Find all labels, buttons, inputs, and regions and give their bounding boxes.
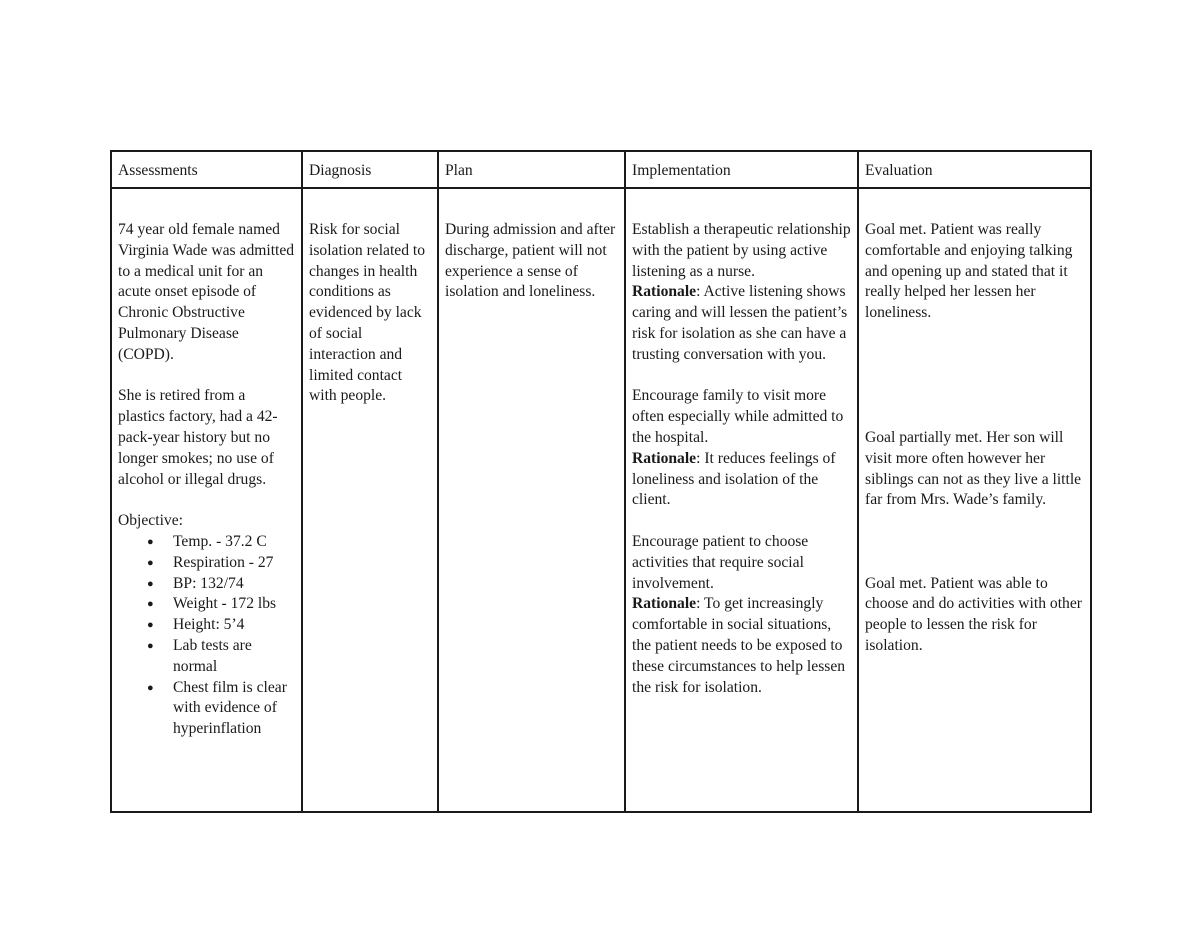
bullet-icon: ● bbox=[147, 681, 154, 694]
list-item: ● Respiration - 27 bbox=[173, 553, 295, 574]
implementation-rationale bbox=[632, 449, 851, 511]
evaluation-item: Goal partially met. Her son will visit more often however her siblings can not as they live a little far from Mrs. Wade’s family. bbox=[865, 429, 1082, 509]
list-item: ● BP: 132/74 bbox=[173, 574, 295, 595]
bullet-icon: ● bbox=[147, 577, 154, 590]
implementation-rationale bbox=[632, 594, 851, 698]
implementation-action: Establish a therapeutic relationship with the patient by using active listening as a nurse. bbox=[632, 221, 851, 280]
diagnosis-cell bbox=[302, 188, 438, 812]
rationale-text: : It reduces feelings of loneliness and isolation of the client. bbox=[632, 449, 836, 509]
header-diagnosis: Diagnosis bbox=[302, 151, 438, 188]
implementation-item bbox=[632, 532, 851, 698]
evaluation-item: Goal met. Patient was really comfortable and enjoying talking and opening up and stated that it really helped her lessen her loneliness. bbox=[865, 221, 1073, 322]
implementation-item bbox=[632, 386, 851, 511]
assessment-history: She is retired from a plastics factory, had a 42-pack-year history but no longer smokes; no use of alcohol or illegal drugs. bbox=[118, 387, 278, 488]
diagnosis-text: Risk for social isolation related to changes in health conditions as evidenced by lack of social interaction and limited contact with people. bbox=[309, 221, 426, 405]
objective-label: Objective: bbox=[118, 512, 183, 530]
rationale-label: Rationale bbox=[632, 283, 697, 301]
bullet-icon: ● bbox=[147, 619, 154, 632]
rationale-text: : To get increasingly comfortable in social situations, the patient needs to be exposed to these circumstances to help lessen the risk for isolation. bbox=[632, 595, 846, 696]
implementation-item bbox=[632, 220, 851, 366]
header-evaluation: Evaluation bbox=[858, 151, 1091, 188]
header-assessments: Assessments bbox=[111, 151, 302, 188]
list-item: ● Chest film is clear with evidence of hyperinflation bbox=[147, 678, 287, 738]
rationale-label: Rationale bbox=[632, 595, 697, 613]
rationale-text: : Active listening shows caring and will lessen the patient’s risk for isolation as she can have a trusting conversation with you. bbox=[632, 283, 848, 363]
bullet-icon: ● bbox=[147, 598, 154, 611]
rationale-label: Rationale bbox=[632, 449, 697, 467]
header-row bbox=[111, 151, 1091, 188]
plan-cell bbox=[438, 188, 625, 812]
bullet-icon: ● bbox=[147, 535, 154, 548]
bullet-icon: ● bbox=[147, 639, 154, 652]
list-item: ● Height: 5’4 bbox=[173, 615, 295, 636]
evaluation-cell bbox=[858, 188, 1091, 812]
bullet-icon: ● bbox=[147, 556, 154, 569]
implementation-rationale bbox=[632, 282, 851, 365]
assessment-intro: 74 year old female named Virginia Wade was admitted to a medical unit for an acute onset episode of Chronic Obstructive Pulmonary Disease (COPD). bbox=[118, 221, 295, 363]
header-implementation: Implementation bbox=[625, 151, 858, 188]
objective-list bbox=[118, 532, 295, 740]
list-item: ● Temp. - 37.2 C bbox=[173, 532, 295, 553]
header-plan: Plan bbox=[438, 151, 625, 188]
implementation-cell bbox=[625, 188, 858, 812]
evaluation-item: Goal met. Patient was able to choose and do activities with other people to lessen the risk for isolation. bbox=[865, 574, 1082, 654]
assessment-cell bbox=[111, 188, 302, 812]
list-item: ● Lab tests are normal bbox=[147, 636, 252, 675]
implementation-action: Encourage patient to choose activities that require social involvement. bbox=[632, 532, 809, 592]
nursing-care-plan-table bbox=[110, 150, 1092, 813]
content-row bbox=[111, 188, 1091, 812]
implementation-action: Encourage family to visit more often especially while admitted to the hospital. bbox=[632, 387, 844, 446]
list-item: ● Weight - 172 lbs bbox=[173, 594, 295, 615]
plan-text: During admission and after discharge, patient will not experience a sense of isolation and loneliness. bbox=[445, 221, 616, 301]
